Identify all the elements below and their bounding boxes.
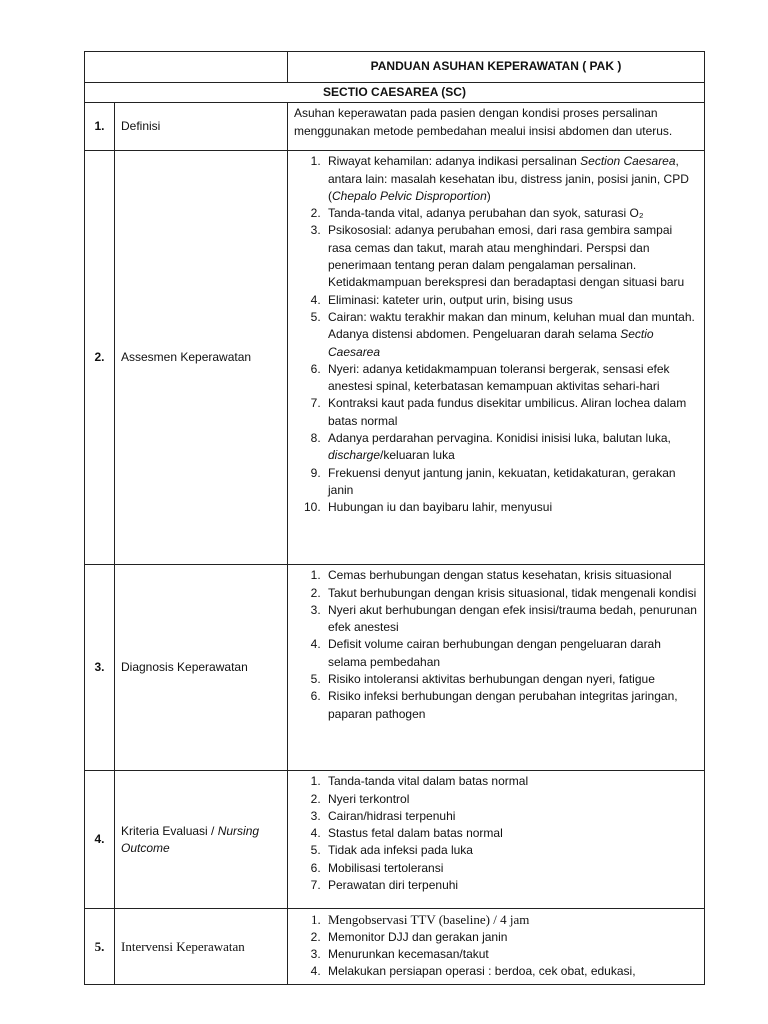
list-item: 10. Hubungan iu dan bayibaru lahir, menyusui bbox=[324, 499, 698, 516]
list-item: 1. Riwayat kehamilan: adanya indikasi persalinan Section Caesarea, antara lain: masalah kesehatan ibu, distress janin, posisi janin, CPD (Chepalo Pelvic Disproportion) bbox=[324, 153, 698, 205]
criteria-list-cell bbox=[288, 771, 705, 909]
title-row bbox=[85, 52, 705, 83]
list-item: 5. Risiko intoleransi aktivitas berhubungan dengan nyeri, fatigue bbox=[324, 671, 698, 688]
list-item: 4. Defisit volume cairan berhubungan dengan pengeluaran darah selama pembedahan bbox=[324, 636, 698, 671]
document-subtitle: SECTIO CAESAREA (SC) bbox=[85, 83, 705, 103]
assessment-list bbox=[294, 153, 698, 516]
subtitle-row bbox=[85, 83, 705, 103]
list-item: 1. Tanda-tanda vital dalam batas normal bbox=[324, 773, 698, 790]
table-row-kriteria bbox=[85, 771, 705, 909]
row-number: 2. bbox=[85, 151, 115, 565]
list-item: 6. Risiko infeksi berhubungan dengan perubahan integritas jaringan, paparan pathogen bbox=[324, 688, 698, 723]
list-item: 2. Memonitor DJJ dan gerakan janin bbox=[324, 929, 698, 946]
list-item: 2. Takut berhubungan dengan krisis situasional, tidak mengenali kondisi bbox=[324, 585, 698, 602]
row-label: Diagnosis Keperawatan bbox=[115, 565, 288, 771]
list-item: 1. Mengobservasi TTV (baseline) / 4 jam bbox=[324, 911, 698, 928]
row-label bbox=[115, 771, 288, 909]
list-item: 5. Tidak ada infeksi pada luka bbox=[324, 842, 698, 859]
diagnosis-list bbox=[294, 567, 698, 723]
row-label: Assesmen Keperawatan bbox=[115, 151, 288, 565]
list-item: 9. Frekuensi denyut jantung janin, kekuatan, ketidakaturan, gerakan janin bbox=[324, 465, 698, 500]
list-item: 8. Adanya perdarahan pervagina. Konidisi inisisi luka, balutan luka, discharge/keluaran luka bbox=[324, 430, 698, 465]
list-item: 3. Nyeri akut berhubungan dengan efek insisi/trauma bedah, penurunan efek anestesi bbox=[324, 602, 698, 637]
row-number: 3. bbox=[85, 565, 115, 771]
list-item: 4. Eliminasi: kateter urin, output urin, bising usus bbox=[324, 292, 698, 309]
title-empty-cell bbox=[85, 52, 288, 83]
list-item: 2. Tanda-tanda vital, adanya perubahan dan syok, saturasi O₂ bbox=[324, 205, 698, 222]
row-label: Intervensi Keperawatan bbox=[115, 909, 288, 985]
list-item: 6. Mobilisasi tertoleransi bbox=[324, 860, 698, 877]
list-item: 4. Melakukan persiapan operasi : berdoa, cek obat, edukasi, bbox=[324, 963, 698, 980]
list-item: 3. Cairan/hidrasi terpenuhi bbox=[324, 808, 698, 825]
row-label: Definisi bbox=[115, 103, 288, 151]
row-number: 5. bbox=[85, 909, 115, 985]
diagnosis-list-cell bbox=[288, 565, 705, 771]
table-row-assesmen bbox=[85, 151, 705, 565]
list-item: 7. Perawatan diri terpenuhi bbox=[324, 877, 698, 894]
table-row-intervensi bbox=[85, 909, 705, 985]
row-number: 1. bbox=[85, 103, 115, 151]
intervention-list-cell bbox=[288, 909, 705, 985]
table-row-diagnosis bbox=[85, 565, 705, 771]
criteria-list bbox=[294, 773, 698, 894]
list-item: 6. Nyeri: adanya ketidakmampuan toleransi bergerak, sensasi efek anestesi spinal, keterbatasan kemampuan aktivitas sehari-hari bbox=[324, 361, 698, 396]
list-item: 1. Cemas berhubungan dengan status kesehatan, krisis situasional bbox=[324, 567, 698, 584]
document-title: PANDUAN ASUHAN KEPERAWATAN ( PAK ) bbox=[288, 52, 705, 83]
intervention-list bbox=[294, 911, 698, 980]
list-item: 4. Stastus fetal dalam batas normal bbox=[324, 825, 698, 842]
table-row-definisi bbox=[85, 103, 705, 151]
row-number: 4. bbox=[85, 771, 115, 909]
assessment-list-cell bbox=[288, 151, 705, 565]
row-label-italic: Nursing Outcome bbox=[121, 823, 260, 855]
list-item: 3. Menurunkan kecemasan/takut bbox=[324, 946, 698, 963]
list-item: 3. Psikososial: adanya perubahan emosi, dari rasa gembira sampai rasa cemas dan takut, marah atau menghindari. Perspsi dan penerimaan tentang peran dalam pengalaman persalinan. Ketidakmampuan berekspresi dan beradaptasi dengan situasi baru bbox=[324, 222, 698, 291]
pak-table bbox=[84, 51, 705, 985]
list-item: 7. Kontraksi kaut pada fundus disekitar umbilicus. Aliran lochea dalam batas normal bbox=[324, 395, 698, 430]
list-item: 2. Nyeri terkontrol bbox=[324, 791, 698, 808]
row-label-text: Kriteria Evaluasi / bbox=[121, 823, 218, 838]
definition-text: Asuhan keperawatan pada pasien dengan kondisi proses persalinan menggunakan metode pembedahan mealui insisi abdomen dan uterus. bbox=[288, 103, 705, 151]
list-item: 5. Cairan: waktu terakhir makan dan minum, keluhan mual dan muntah. Adanya distensi abdomen. Pengeluaran darah selama Sectio Caesarea bbox=[324, 309, 698, 361]
